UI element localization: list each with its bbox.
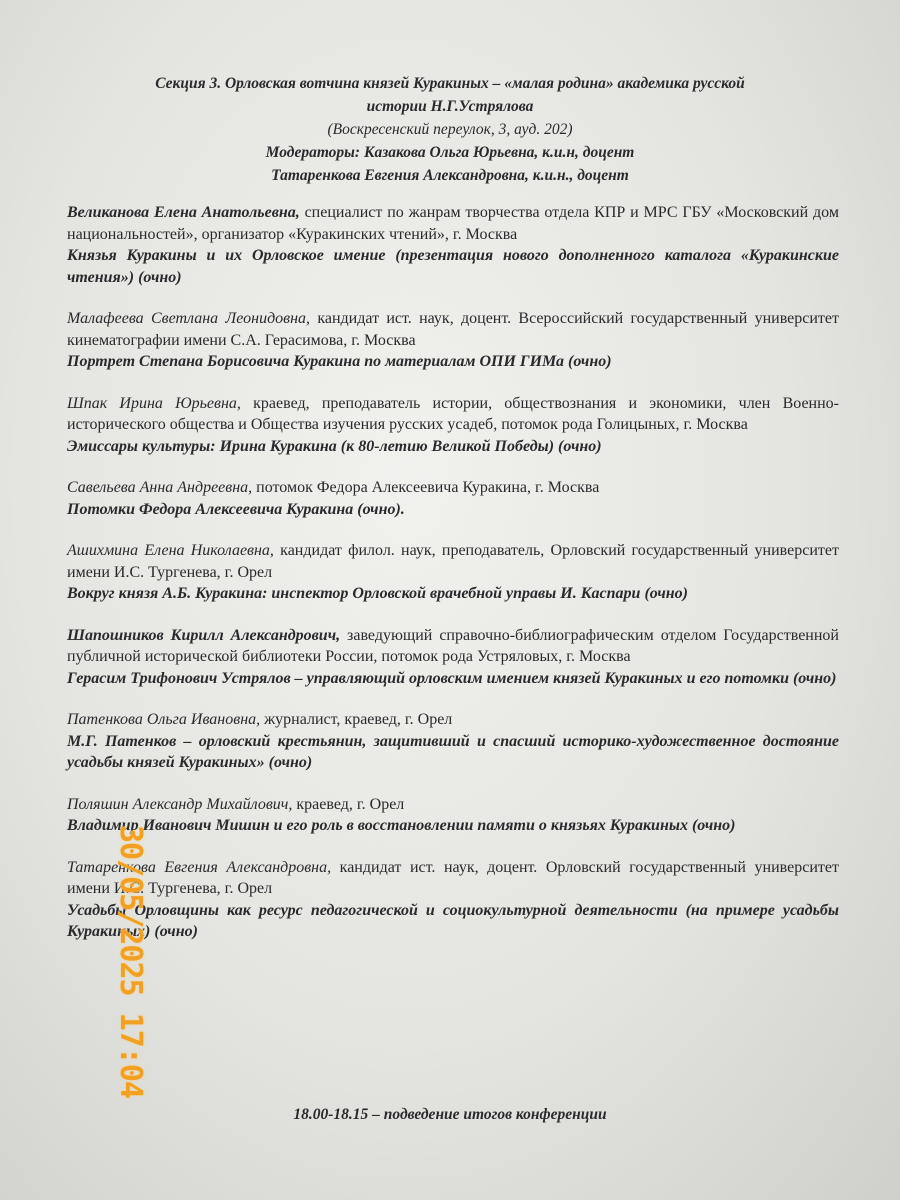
moderators-line2: Татаренкова Евгения Александровна, к.и.н., доцент [271, 167, 629, 184]
talk-title: Усадьбы Орловщины как ресурс педагогической и социокультурной деятельности (на примере усадьбы Куракиных) (очно) [67, 901, 839, 940]
speaker-name: Шапошников Кирилл Александрович, [67, 626, 341, 644]
speaker-affiliation: краевед, г. Орел [292, 795, 405, 813]
talk-title: Потомки Федора Алексеевича Куракина (очно). [67, 500, 405, 518]
speaker-list [67, 202, 839, 963]
speaker-affiliation: специалист по жанрам творчества отдела КПР и МРС ГБУ «Московский дом национальностей», организатор «Куракинских чтений», г. Москва [67, 204, 839, 243]
speaker-entry [67, 625, 839, 690]
speaker-entry [67, 857, 839, 943]
speaker-affiliation: кандидат филол. наук, преподаватель, Орловский государственный университет имени И.С. Тургенева, г. Орел [67, 542, 839, 581]
speaker-entry [67, 709, 839, 774]
speaker-affiliation: кандидат ист. наук, доцент. Орловский государственный университет имени И.С. Тургенева, г. Орел [67, 858, 839, 897]
speaker-name: Малафеева Светлана Леонидовна, [67, 310, 311, 327]
talk-title: Вокруг князя А.Б. Куракина: инспектор Орловской врачебной управы И. Каспари (очно) [67, 585, 688, 602]
closing-session: 18.00-18.15 – подведение итогов конференции [293, 1106, 607, 1123]
speaker-name: Ашихмина Елена Николаевна, [67, 542, 274, 559]
section-title-line2: истории Н.Г.Устрялова [366, 98, 534, 115]
speaker-affiliation: краевед, преподаватель истории, обществознания и экономики, член Военно-исторического общества и Общества изучения русских усадеб, потомок рода Голицыных, г. Москва [67, 394, 839, 433]
speaker-entry [67, 794, 839, 837]
speaker-name: Татаренкова Евгения Александровна, [67, 858, 332, 876]
speaker-name: Шпак Ирина Юрьевна, [67, 394, 241, 412]
camera-date-stamp: 30/05/2025 17:04 [113, 825, 148, 1098]
speaker-entry [67, 540, 839, 605]
section-venue: (Воскресенский переулок, 3, ауд. 202) [327, 121, 573, 138]
talk-title: Князья Куракины и их Орловское имение (презентация нового дополненного каталога «Куракинские чтения») (очно) [67, 247, 839, 286]
speaker-entry [67, 477, 839, 520]
speaker-entry [67, 393, 839, 458]
talk-title: Эмиссары культуры: Ирина Куракина (к 80-летию Великой Победы) (очно) [67, 437, 602, 455]
speaker-name: Савельева Анна Андреевна, [67, 479, 253, 496]
talk-title: Герасим Трифонович Устрялов – управляющий орловским имением князей Куракиных и его потомки (очно) [67, 669, 837, 687]
speaker-affiliation: потомок Федора Алексеевича Куракина, г. Москва [252, 479, 600, 496]
speaker-name: Патенкова Ольга Ивановна, [67, 711, 261, 728]
talk-title: Владимир Иванович Мишин и его роль в восстановлении памяти о князьях Куракиных (очно) [67, 817, 736, 834]
speaker-name: Великанова Елена Анатольевна, [67, 204, 300, 221]
speaker-affiliation: заведующий справочно-библиографическим отделом Государственной публичной исторической библиотеки России, потомок рода Устряловых, г. Москва [67, 626, 839, 665]
speaker-affiliation: кандидат ист. наук, доцент. Всероссийский государственный университет кинематографии имени С.А. Герасимова, г. Москва [67, 310, 840, 349]
speaker-name: Поляшин Александр Михайлович, [67, 795, 293, 813]
talk-title: Портрет Степана Борисовича Куракина по материалам ОПИ ГИМа (очно) [67, 353, 612, 370]
section-header [60, 72, 840, 187]
section-title-line1: Секция 3. Орловская вотчина князей Куракиных – «малая родина» академика русской [155, 75, 745, 92]
talk-title: М.Г. Патенков – орловский крестьянин, защитивший и спасший историко-художественное достояние усадьбы князей Куракиных» (очно) [67, 732, 839, 771]
moderators-line1: Модераторы: Казакова Ольга Юрьевна, к.и.н, доцент [265, 144, 635, 161]
speaker-entry [67, 202, 839, 288]
speaker-affiliation: журналист, краевед, г. Орел [260, 711, 453, 728]
speaker-entry [67, 308, 839, 373]
